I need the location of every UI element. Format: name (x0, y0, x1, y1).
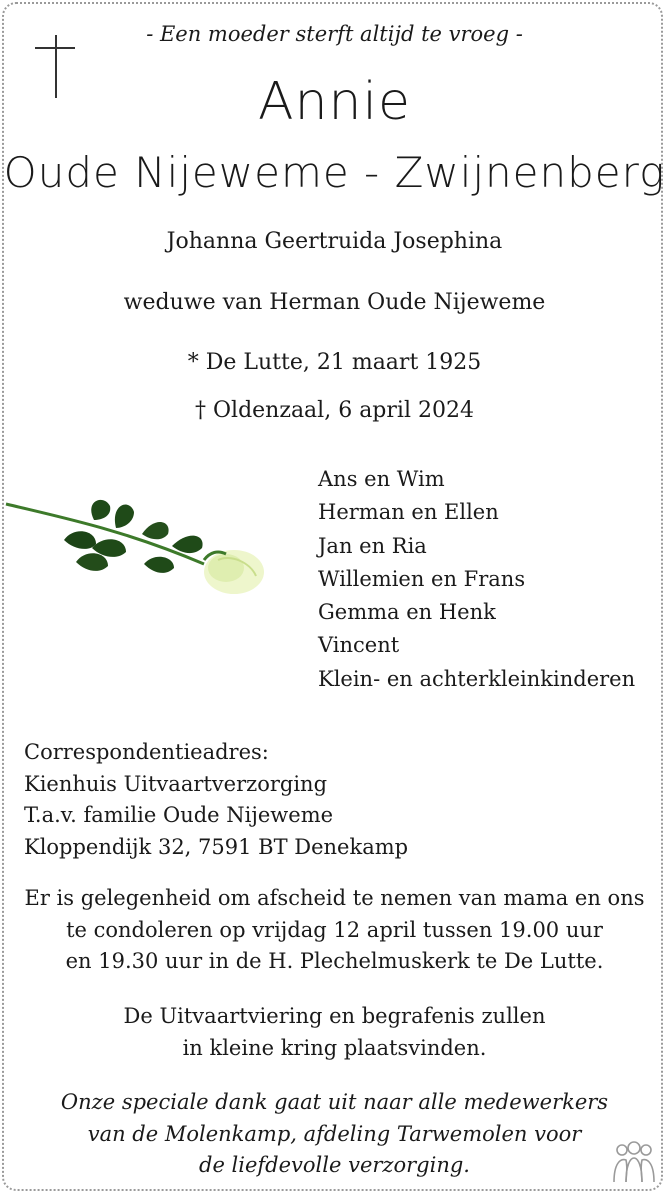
motto: - Een moeder sterft altijd te vroeg - (146, 22, 523, 46)
ceremony-line: in kleine kring plaatsvinden. (182, 1035, 487, 1060)
family-member: Ans en Wim (318, 467, 445, 491)
address-line: Kienhuis Uitvaartverzorging (24, 771, 328, 796)
ceremony-line: De Uitvaartviering en begrafenis zullen (123, 1004, 546, 1028)
family-member: Klein- en achterkleinkinderen (318, 666, 636, 691)
family-member: Willemien en Frans (318, 566, 526, 591)
thanks-paragraph (0, 1087, 669, 1182)
address-line: Correspondentieadres: (24, 740, 269, 764)
family-member: Herman en Ellen (318, 500, 499, 525)
last-name: Oude Nijeweme - Zwijnenberg (3, 148, 666, 197)
widow-of: weduwe van Herman Oude Nijeweme (123, 290, 546, 315)
family-member: Vincent (318, 633, 400, 658)
farewell-paragraph (0, 883, 669, 978)
ceremony-paragraph (0, 1001, 669, 1064)
correspondence-address (24, 737, 408, 863)
given-names: Johanna Geertruida Josephina (166, 229, 503, 254)
thanks-line: Onze speciale dank gaat uit naar alle medewerkers (60, 1090, 609, 1114)
birth-line: * De Lutte, 21 maart 1925 (187, 350, 482, 375)
farewell-line: en 19.30 uur in de H. Plechelmuskerk te De Lutte. (65, 949, 604, 973)
thanks-line: van de Molenkamp, afdeling Tarwemolen voor (87, 1121, 582, 1146)
people-logo-icon (608, 1140, 660, 1184)
family-member: Gemma en Henk (318, 600, 496, 625)
family-member: Jan en Ria (318, 533, 427, 558)
address-line: T.a.v. familie Oude Nijeweme (24, 803, 334, 827)
first-name: Annie (258, 72, 411, 132)
family-list (318, 463, 635, 696)
farewell-line: Er is gelegenheid om afscheid te nemen van mama en ons (24, 886, 645, 910)
death-line: † Oldenzaal, 6 april 2024 (195, 398, 474, 423)
farewell-line: te condoleren op vrijdag 12 april tussen 19.00 uur (66, 917, 603, 942)
address-line: Kloppendijk 32, 7591 BT Denekamp (24, 834, 409, 859)
thanks-line: de liefdevolle verzorging. (199, 1153, 470, 1177)
rose-illustration (4, 490, 268, 610)
